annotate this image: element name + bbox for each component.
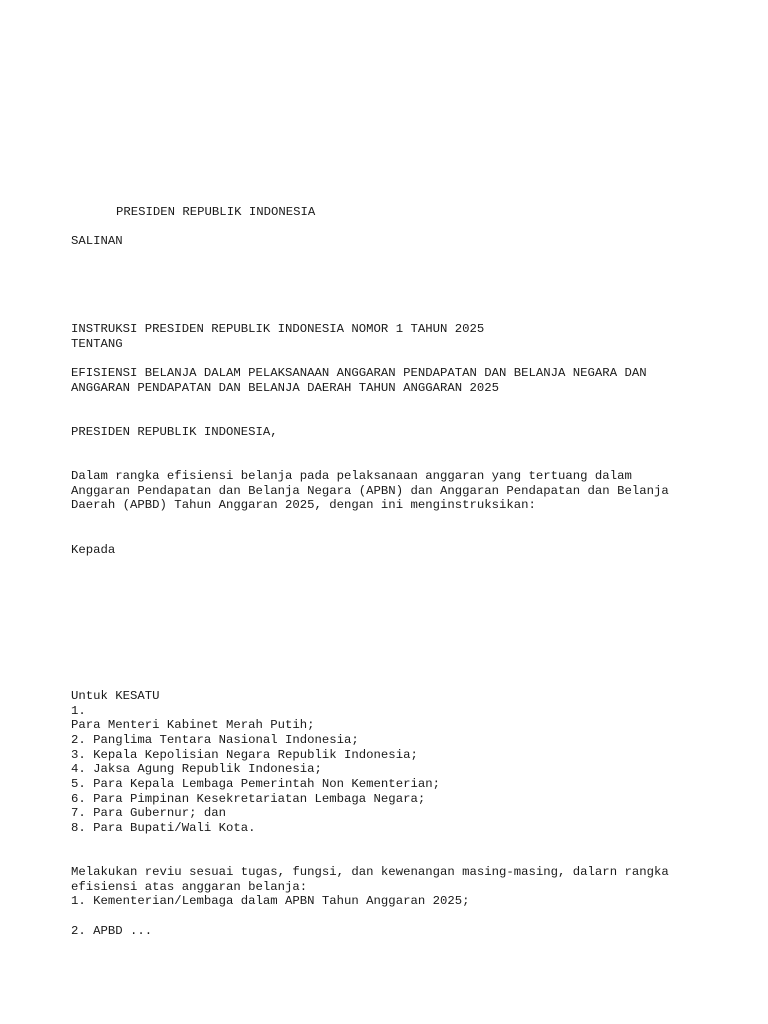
recipient-item: 3. Kepala Kepolisian Negara Republik Indonesia;	[71, 748, 418, 762]
instruction-line-1: Melakukan reviu sesuai tugas, fungsi, dan kewenangan masing-masing, dalarn rangka	[71, 865, 669, 879]
preamble-line-2: Anggaran Pendapatan dan Belanja Negara (APBN) dan Anggaran Pendapatan dan Belanja	[71, 484, 669, 498]
kesatu-heading: Untuk KESATU	[71, 689, 160, 703]
subject-line-2: ANGGARAN PENDAPATAN DAN BELANJA DAERAH TAHUN ANGGARAN 2025	[71, 381, 500, 395]
recipient-item: 6. Para Pimpinan Kesekretariatan Lembaga Negara;	[71, 792, 426, 806]
kesatu-first-number: 1.	[71, 704, 86, 718]
issuer: PRESIDEN REPUBLIK INDONESIA,	[71, 425, 278, 439]
addressee-label: Kepada	[71, 543, 116, 557]
recipient-item: 8. Para Bupati/Wali Kota.	[71, 821, 256, 835]
copy-mark: SALINAN	[71, 234, 123, 248]
recipient-item: Para Menteri Kabinet Merah Putih;	[71, 718, 315, 732]
preamble-line-3: Daerah (APBD) Tahun Anggaran 2025, dengan ini menginstruksikan:	[71, 498, 536, 512]
instruction-item-2: 2. APBD ...	[71, 924, 153, 938]
title-tentang: TENTANG	[71, 337, 123, 351]
instruction-item-1: 1. Kementerian/Lembaga dalam APBN Tahun Anggaran 2025;	[71, 894, 470, 908]
instruction-line-2: efisiensi atas anggaran belanja:	[71, 880, 308, 894]
instruction-title: INSTRUKSI PRESIDEN REPUBLIK INDONESIA NOMOR 1 TAHUN 2025	[71, 322, 485, 336]
recipient-item: 4. Jaksa Agung Republik Indonesia;	[71, 762, 322, 776]
recipient-item: 2. Panglima Tentara Nasional Indonesia;	[71, 733, 359, 747]
subject-line-1: EFISIENSI BELANJA DALAM PELAKSANAAN ANGGARAN PENDAPATAN DAN BELANJA NEGARA DAN	[71, 366, 647, 380]
recipient-item: 7. Para Gubernur; dan	[71, 806, 226, 820]
recipient-item: 5. Para Kepala Lembaga Pemerintah Non Kementerian;	[71, 777, 440, 791]
header-institution: PRESIDEN REPUBLIK INDONESIA	[116, 205, 316, 219]
preamble-line-1: Dalam rangka efisiensi belanja pada pelaksanaan anggaran yang tertuang dalam	[71, 469, 632, 483]
